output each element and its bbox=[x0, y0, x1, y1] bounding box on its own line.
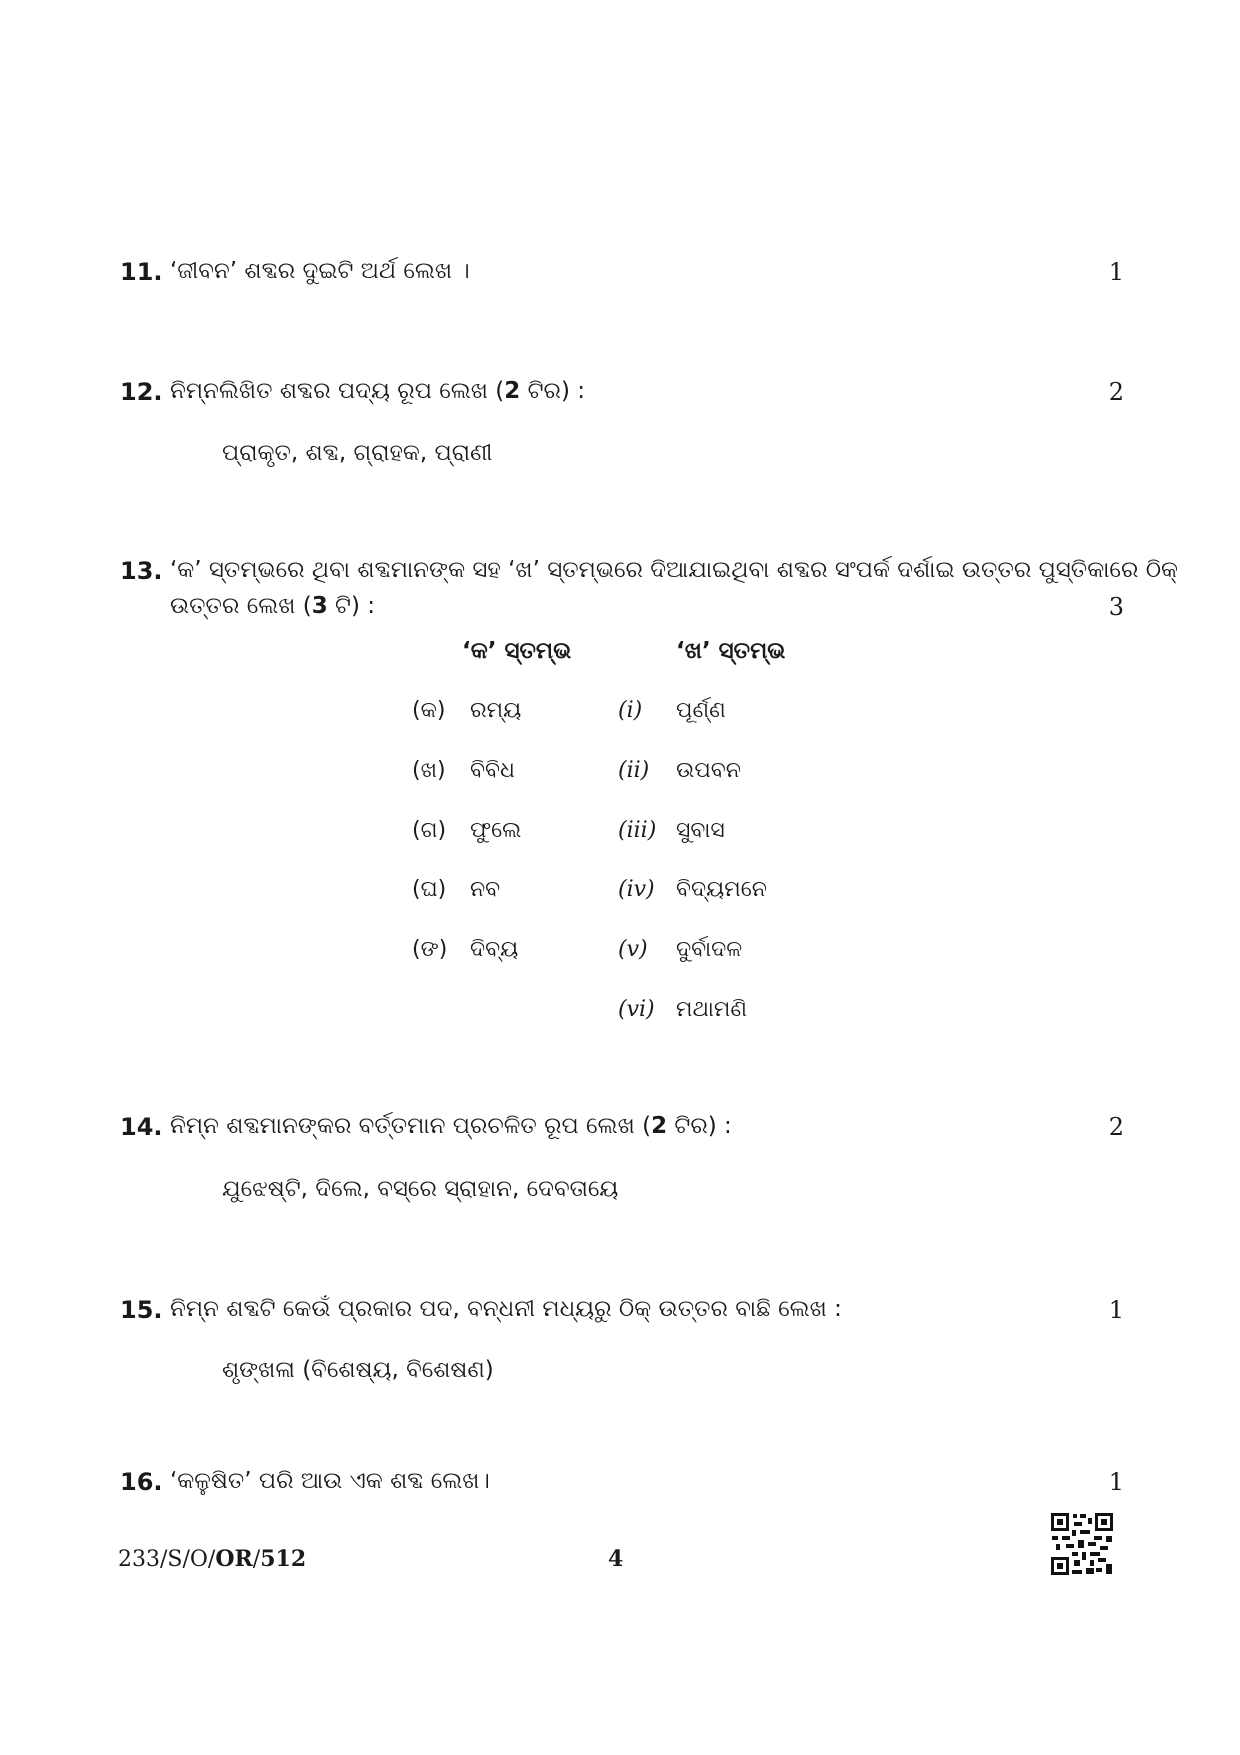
word-list: ପ୍ରାକୃତ, ଶବ୍ଦ, ଗ୍ରାହକ, ପ୍ରାଣୀ bbox=[222, 440, 493, 466]
question-text: ନିମ୍ନ ଶବ୍ଦମାନଙ୍କର ବର୍ତ୍ତମାନ ପ୍ରଚଳିତ ରୂପ ଲେଖ (2 ଟିର) : bbox=[170, 1113, 732, 1139]
question-marks: 2 bbox=[1108, 378, 1124, 406]
question-text: ନିମ୍ନଲିଖିତ ଶବ୍ଦର ପଦ୍ୟ ରୂପ ଲେଖ (2 ଟିର) : bbox=[170, 378, 585, 404]
item-key: (ଙ) bbox=[412, 937, 448, 962]
question-text: ନିମ୍ନ ଶବ୍ଦଟି କେଉଁ ପ୍ରକାର ପଦ, ବନ୍ଧନୀ ମଧ୍ୟରୁ ଠିକ୍ ଉତ୍ତର ବାଛି ଲେଖ : bbox=[170, 1296, 842, 1322]
item-word: ଦୁର୍ବାଦଳ bbox=[676, 937, 743, 962]
item-key: (vi) bbox=[618, 997, 655, 1022]
word-list: ଶୃଙ୍ଖଳା (ବିଶେଷ୍ୟ, ବିଶେଷଣ) bbox=[222, 1357, 494, 1383]
question-text-continued: ଉତ୍ତର ଲେଖ (3 ଟି) : bbox=[170, 593, 376, 619]
question-marks: 1 bbox=[1108, 1296, 1124, 1324]
item-word: ସୁବାସ bbox=[676, 818, 725, 843]
item-word: ବିବିଧ bbox=[470, 758, 515, 783]
question-number: 11. bbox=[120, 258, 163, 286]
question-text: ‘ଜୀବନ’ ଶବ୍ଦର ଦୁଇଟି ଅର୍ଥ ଲେଖ । bbox=[170, 258, 470, 284]
item-word: ଉପବନ bbox=[676, 758, 741, 783]
item-word: ରମ୍ୟ bbox=[470, 698, 522, 723]
column-b-heading: ‘ଖ’ ସ୍ତମ୍ଭ bbox=[676, 638, 786, 664]
question-number: 13. bbox=[120, 557, 163, 585]
item-word: ବିଦ୍ୟମନେ bbox=[676, 877, 767, 902]
word-list: ଯୁଝେଷ୍ଟି, ଦିଲେ, ବସ୍ରେ ସ୍ରାହାନ, ଦେବତାୟେ bbox=[222, 1176, 619, 1202]
item-key: (iii) bbox=[618, 818, 657, 843]
item-word: ଫୁଲେ bbox=[470, 818, 522, 843]
item-word: ନବ bbox=[470, 877, 501, 902]
item-key: (i) bbox=[618, 698, 643, 723]
question-number: 16. bbox=[120, 1468, 163, 1496]
question-marks: 1 bbox=[1108, 1468, 1124, 1496]
question-marks: 1 bbox=[1108, 258, 1124, 286]
item-key: (v) bbox=[618, 937, 648, 962]
question-text: ‘କ’ ସ୍ତମ୍ଭରେ ଥିବା ଶବ୍ଦମାନଙ୍କ ସହ ‘ଖ’ ସ୍ତମ୍ଭରେ ଦିଆଯାଇଥିବା ଶବ୍ଦର ସଂପର୍କ ଦର୍ଶାଇ ଉତ୍ତର ପୁସ୍ତିକାରେ ଠିକ୍ bbox=[170, 557, 1179, 583]
item-key: (ii) bbox=[618, 758, 650, 783]
item-word: ଦିବ୍ୟ bbox=[470, 937, 519, 962]
column-a-heading: ‘କ’ ସ୍ତମ୍ଭ bbox=[462, 638, 572, 664]
item-word: ପୂର୍ଣ୍ଣ bbox=[676, 698, 726, 723]
question-number: 15. bbox=[120, 1296, 163, 1324]
page-number: 4 bbox=[608, 1546, 624, 1572]
qr-code-icon bbox=[1050, 1512, 1114, 1576]
question-number: 12. bbox=[120, 378, 163, 406]
paper-code: 233/S/O/OR/512 bbox=[118, 1546, 307, 1572]
item-key: (କ) bbox=[412, 698, 446, 723]
item-word: ମଥାମଣି bbox=[676, 997, 748, 1022]
item-key: (ଗ) bbox=[412, 818, 447, 843]
question-text: ‘କଳୁଷିତ’ ପରି ଆଉ ଏକ ଶବ୍ଦ ଲେଖ। bbox=[170, 1468, 490, 1494]
question-marks: 2 bbox=[1108, 1113, 1124, 1141]
question-marks: 3 bbox=[1108, 593, 1124, 621]
question-number: 14. bbox=[120, 1113, 163, 1141]
item-key: (ଖ) bbox=[412, 758, 446, 783]
item-key: (ଘ) bbox=[412, 877, 447, 902]
item-key: (iv) bbox=[618, 877, 655, 902]
